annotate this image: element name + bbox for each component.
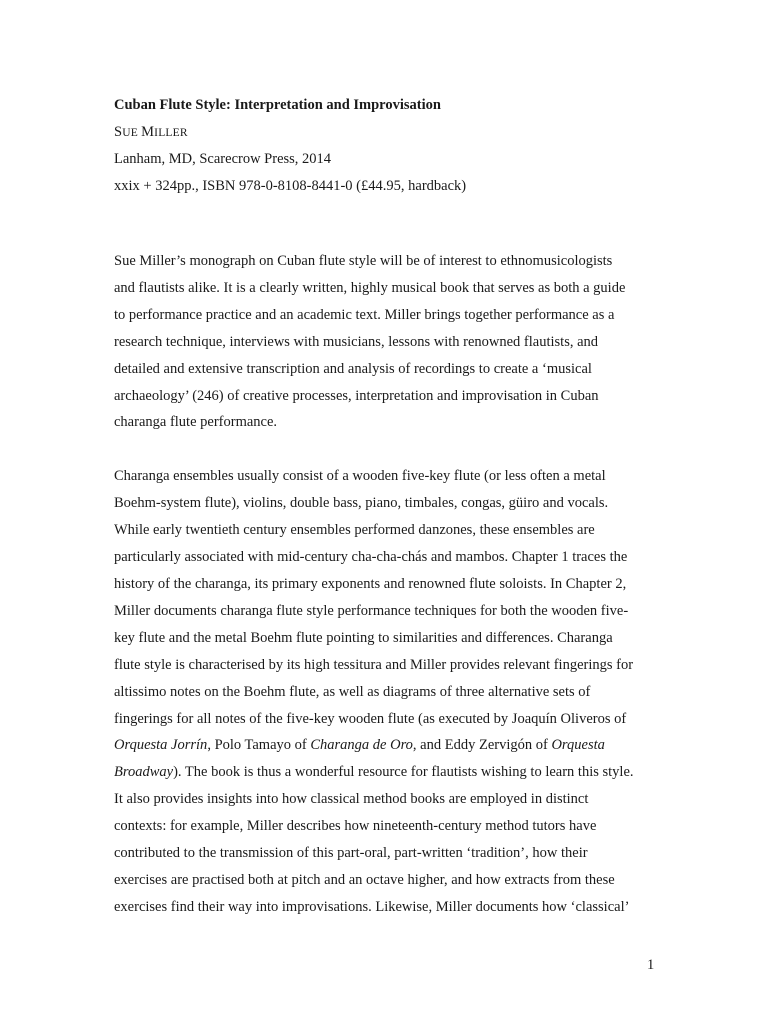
text-line: It also provides insights into how classical method books are employed in distinct [114,791,589,808]
paragraph-1 [114,248,662,436]
author-rest-2: ILLER [154,126,188,139]
text-line [114,759,662,786]
paragraph-2 [114,463,662,920]
text-line: charanga flute performance. [114,414,278,431]
italic-ensemble-name: Broadway [114,764,174,781]
text-line: Sue Miller’s monograph on Cuban flute style will be of interest to ethnomusicologists [114,253,613,269]
author-rest-1: UE [122,126,142,139]
author-initial-2: M [141,123,155,140]
text-line: exercises find their way into improvisations. Likewise, Miller documents how ‘classical’ [114,898,630,915]
text-line: history of the charanga, its primary exponents and renowned flute soloists. In Chapter 2, [114,575,627,592]
inline-text: , and Eddy Zervigón of [412,737,552,754]
text-line: and flautists alike. It is a clearly written, highly musical book that serves as both a guide [114,279,626,296]
text-line: key flute and the metal Boehm flute pointing to similarities and differences. Charanga [114,629,613,646]
inline-text: ). The book is thus a wonderful resource for flautists wishing to learn this style. [173,764,634,781]
page-number: 1 [647,957,655,973]
italic-ensemble-name: Orquesta [551,737,605,754]
text-line: particularly associated with mid-century cha-cha-chás and mambos. Chapter 1 traces the [114,549,628,566]
text-line: Boehm-system flute), violins, double bass, piano, timbales, congas, güiro and vocals. [114,495,609,512]
text-line [114,732,662,759]
italic-ensemble-name: Charanga de Oro [310,737,413,754]
book-details: xxix + 324pp., ISBN 978-0-8108-8441-0 (£44.95, hardback) [114,178,467,195]
text-line: contributed to the transmission of this part-oral, part-written ‘tradition’, how their [114,845,588,862]
text-line: Miller documents charanga flute style performance techniques for both the wooden five- [114,602,629,619]
book-publisher: Lanham, MD, Scarecrow Press, 2014 [114,151,332,168]
inline-text: , Polo Tamayo of [207,737,311,754]
author-initial-1: S [114,123,123,140]
text-line: research technique, interviews with musicians, lessons with renowned flautists, and [114,333,599,350]
text-line: archaeology’ (246) of creative processes, interpretation and improvisation in Cuban [114,387,599,404]
text-line: Charanga ensembles usually consist of a wooden five-key flute (or less often a metal [114,468,606,485]
text-line: flute style is characterised by its high tessitura and Miller provides relevant fingerings for [114,656,634,673]
text-line: exercises are practised both at pitch and an octave higher, and how extracts from these [114,871,615,888]
text-line: contexts: for example, Miller describes how nineteenth-century method tutors have [114,818,597,835]
text-line: altissimo notes on the Boehm flute, as well as diagrams of three alternative sets of [114,683,591,700]
review-header [114,92,654,200]
italic-ensemble-name: Orquesta Jorrín [114,737,208,754]
text-line: fingerings for all notes of the five-key wooden flute (as executed by Joaquín Oliveros of [114,710,627,727]
review-body [114,248,662,921]
text-line: to performance practice and an academic text. Miller brings together performance as a [114,306,615,323]
book-title: Cuban Flute Style: Interpretation and Improvisation [114,97,441,113]
text-line: While early twentieth century ensembles performed danzones, these ensembles are [114,522,595,539]
book-author [114,119,654,147]
text-line: detailed and extensive transcription and analysis of recordings to create a ‘musical [114,360,592,377]
